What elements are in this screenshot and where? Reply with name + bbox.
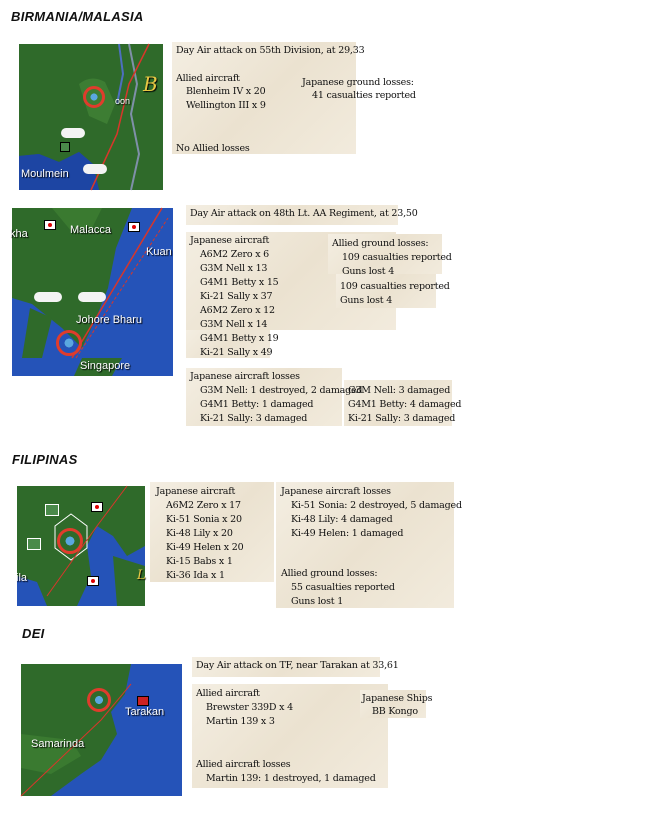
aircraft-entry: Ki-21 Sally x 49 bbox=[200, 347, 273, 358]
aircraft-entry: Ki-15 Babs x 1 bbox=[166, 556, 233, 567]
ships-title: Japanese Ships bbox=[362, 693, 433, 704]
aircraft-loss-entry: G4M1 Betty: 1 damaged bbox=[200, 399, 314, 410]
rain-cloud-icon bbox=[83, 164, 107, 174]
aircraft-loss-entry: Martin 139: 1 destroyed, 1 damaged bbox=[206, 773, 376, 784]
attack-target-icon[interactable] bbox=[57, 528, 83, 554]
aircraft-title: Japanese aircraft bbox=[156, 486, 236, 497]
allied-base-icon[interactable] bbox=[45, 504, 59, 516]
allied-base-icon[interactable] bbox=[60, 142, 70, 152]
aircraft-entry: A6M2 Zero x 17 bbox=[166, 500, 241, 511]
japanese-flag-icon[interactable] bbox=[87, 576, 99, 586]
aircraft-loss-entry: G3M Nell: 1 destroyed, 2 damaged bbox=[200, 385, 363, 396]
japanese-flag-icon[interactable] bbox=[91, 502, 103, 512]
aircraft-entry: Ki-51 Sonia x 20 bbox=[166, 514, 242, 525]
aircraft-entry: A6M2 Zero x 6 bbox=[200, 249, 270, 260]
aircraft-entry: A6M2 Zero x 12 bbox=[200, 305, 275, 316]
map-label-malacca: Malacca bbox=[70, 224, 111, 236]
section-title-burma: BIRMANIA/MALASIA bbox=[11, 9, 144, 24]
rain-cloud-icon bbox=[61, 128, 85, 138]
map-label-kuan: Kuan bbox=[146, 246, 172, 258]
aircraft-loss-entry: Ki-21 Sally: 3 damaged bbox=[348, 413, 456, 424]
attack-target-icon[interactable] bbox=[56, 330, 82, 356]
aircraft-entry: Ki-36 Ida x 1 bbox=[166, 570, 225, 581]
map-philippines[interactable] bbox=[17, 486, 145, 606]
rain-cloud-icon bbox=[34, 292, 62, 302]
map-label-partial: oon bbox=[115, 96, 131, 106]
aircraft-loss-entry: Ki-48 Lily: 4 damaged bbox=[291, 514, 393, 525]
report-footer: No Allied losses bbox=[176, 143, 250, 154]
aircraft-entry: Ki-21 Sally x 37 bbox=[200, 291, 273, 302]
report-header: Day Air attack on 55th Division, at 29,33 bbox=[176, 45, 365, 56]
ground-losses-title: Allied ground losses: bbox=[332, 238, 429, 249]
aircraft-entry: G4M1 Betty x 15 bbox=[200, 277, 279, 288]
ground-loss-entry: 41 casualties reported bbox=[312, 90, 416, 101]
aircraft-loss-entry: Ki-49 Helen: 1 damaged bbox=[291, 528, 404, 539]
japanese-flag-icon[interactable] bbox=[44, 220, 56, 230]
map-label-moulmein: Moulmein bbox=[21, 168, 69, 180]
aircraft-loss-entry: G4M1 Betty: 4 damaged bbox=[348, 399, 462, 410]
ground-losses-title: Japanese ground losses: bbox=[302, 77, 414, 88]
ship-entry: BB Kongo bbox=[372, 706, 418, 717]
report-header: Day Air attack on 48th Lt. AA Regiment, at 23,50 bbox=[190, 208, 418, 219]
section-title-dei: DEI bbox=[22, 626, 45, 641]
map-label-samarinda: Samarinda bbox=[31, 738, 85, 750]
map-label-singapore: Singapore bbox=[80, 360, 131, 372]
aircraft-entry: Blenheim IV x 20 bbox=[186, 86, 266, 97]
map-label-partial-b: B bbox=[143, 72, 158, 96]
aircraft-entry: Ki-48 Lily x 20 bbox=[166, 528, 233, 539]
aircraft-losses-title: Japanese aircraft losses bbox=[281, 486, 391, 497]
ground-losses-title: Allied ground losses: bbox=[281, 568, 378, 579]
aircraft-losses-title: Allied aircraft losses bbox=[196, 759, 291, 770]
aircraft-entry: G3M Nell x 13 bbox=[200, 263, 268, 274]
aircraft-entry: Martin 139 x 3 bbox=[206, 716, 275, 727]
aircraft-loss-entry: Ki-51 Sonia: 2 destroyed, 5 damaged bbox=[291, 500, 462, 511]
map-malaya[interactable] bbox=[12, 208, 173, 376]
section-title-philippines: FILIPINAS bbox=[12, 452, 78, 467]
ground-loss-entry: 109 casualties reported bbox=[340, 281, 450, 292]
ground-loss-entry: 55 casualties reported bbox=[291, 582, 395, 593]
aircraft-entry: G4M1 Betty x 19 bbox=[200, 333, 279, 344]
aircraft-entry: Brewster 339D x 4 bbox=[206, 702, 293, 713]
map-dei[interactable] bbox=[21, 664, 182, 796]
allied-base-icon[interactable] bbox=[27, 538, 41, 550]
aircraft-losses-title: Japanese aircraft losses bbox=[190, 371, 300, 382]
map-label-partial: ila bbox=[16, 572, 28, 584]
ground-loss-entry: Guns lost 4 bbox=[342, 266, 395, 277]
map-label-partial: kha bbox=[10, 228, 28, 240]
aircraft-icon[interactable] bbox=[137, 696, 149, 706]
map-burma[interactable] bbox=[19, 44, 163, 190]
ground-loss-entry: Guns lost 4 bbox=[340, 295, 393, 306]
aircraft-title: Allied aircraft bbox=[176, 73, 240, 84]
ground-loss-entry: Guns lost 1 bbox=[291, 596, 344, 607]
attack-target-icon[interactable] bbox=[87, 688, 111, 712]
aircraft-title: Allied aircraft bbox=[196, 688, 260, 699]
aircraft-title: Japanese aircraft bbox=[190, 235, 270, 246]
japanese-flag-icon[interactable] bbox=[128, 222, 140, 232]
attack-target-icon[interactable] bbox=[83, 86, 105, 108]
ground-loss-entry: 109 casualties reported bbox=[342, 252, 452, 263]
aircraft-entry: Wellington III x 9 bbox=[186, 100, 266, 111]
aircraft-loss-entry: Ki-21 Sally: 3 damaged bbox=[200, 413, 308, 424]
aircraft-entry: Ki-49 Helen x 20 bbox=[166, 542, 244, 553]
rain-cloud-icon bbox=[78, 292, 106, 302]
aircraft-entry: G3M Nell x 14 bbox=[200, 319, 268, 330]
map-label-johore-bharu: Johore Bharu bbox=[76, 314, 143, 326]
map-label-tarakan: Tarakan bbox=[125, 706, 165, 718]
aircraft-loss-entry: G3M Nell: 3 damaged bbox=[348, 385, 451, 396]
report-header: Day Air attack on TF, near Tarakan at 33,61 bbox=[196, 660, 399, 671]
map-label-partial: L bbox=[137, 568, 146, 583]
